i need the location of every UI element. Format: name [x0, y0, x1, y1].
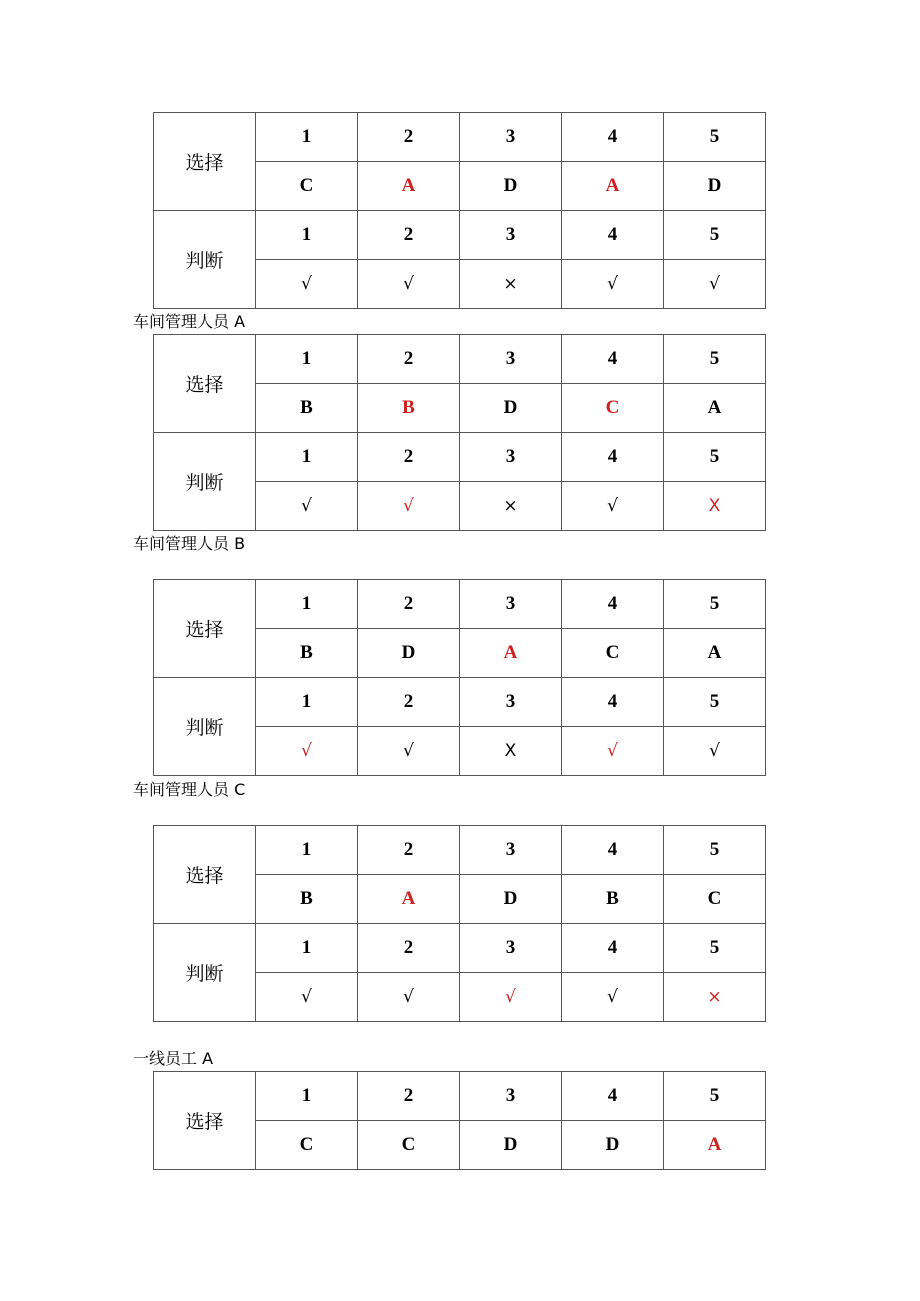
choice-question-number: 2 [358, 826, 460, 875]
judge-question-number: 3 [460, 433, 562, 482]
judge-question-number: 1 [256, 678, 358, 727]
judge-question-number: 5 [664, 433, 766, 482]
choice-answer-cell: D [358, 629, 460, 678]
judge-question-number: 3 [460, 211, 562, 260]
judge-question-number: 2 [358, 924, 460, 973]
judge-question-number: 3 [460, 678, 562, 727]
choice-question-number: 3 [460, 335, 562, 384]
choice-answer-cell: D [460, 1121, 562, 1170]
choice-question-number: 4 [562, 826, 664, 875]
judge-answer-cell: × [460, 482, 562, 531]
judge-number-row [154, 678, 766, 727]
judge-number-row [154, 433, 766, 482]
choice-question-number: 5 [664, 335, 766, 384]
judge-answer-cell: × [460, 260, 562, 309]
choice-answer-cell: B [256, 384, 358, 433]
choice-answer-cell: D [460, 875, 562, 924]
judge-question-number: 1 [256, 924, 358, 973]
judge-answer-cell: √ [358, 973, 460, 1022]
choice-question-number: 2 [358, 113, 460, 162]
judge-category-label: 判断 [154, 433, 256, 531]
choice-answer-cell: D [460, 162, 562, 211]
choice-question-number: 3 [460, 826, 562, 875]
judge-question-number: 5 [664, 211, 766, 260]
judge-question-number: 5 [664, 924, 766, 973]
choice-answer-cell: A [664, 629, 766, 678]
choice-question-number: 2 [358, 580, 460, 629]
choice-answer-cell: A [358, 162, 460, 211]
choice-answer-cell: A [664, 384, 766, 433]
choice-category-label: 选择 [154, 335, 256, 433]
judge-answer-cell: √ [460, 973, 562, 1022]
choice-question-number: 3 [460, 113, 562, 162]
choice-number-row [154, 335, 766, 384]
judge-question-number: 2 [358, 211, 460, 260]
choice-question-number: 4 [562, 113, 664, 162]
choice-answer-cell: B [358, 384, 460, 433]
choice-question-number: 1 [256, 1072, 358, 1121]
judge-number-row [154, 924, 766, 973]
choice-answer-cell: A [664, 1121, 766, 1170]
choice-category-label: 选择 [154, 113, 256, 211]
judge-question-number: 5 [664, 678, 766, 727]
judge-answer-cell: √ [256, 973, 358, 1022]
judge-answer-cell: X [460, 727, 562, 776]
judge-number-row [154, 211, 766, 260]
choice-question-number: 5 [664, 826, 766, 875]
judge-answer-cell: √ [562, 482, 664, 531]
answer-table [153, 112, 766, 309]
section-caption: 车间管理人员 C [133, 780, 246, 799]
choice-category-label: 选择 [154, 826, 256, 924]
choice-question-number: 1 [256, 826, 358, 875]
judge-answer-cell: × [664, 973, 766, 1022]
answer-table [153, 334, 766, 531]
judge-question-number: 2 [358, 433, 460, 482]
judge-answer-cell: √ [256, 260, 358, 309]
choice-category-label: 选择 [154, 580, 256, 678]
choice-question-number: 5 [664, 1072, 766, 1121]
judge-category-label: 判断 [154, 678, 256, 776]
judge-answer-cell: X [664, 482, 766, 531]
choice-question-number: 2 [358, 1072, 460, 1121]
choice-answer-cell: C [562, 629, 664, 678]
judge-answer-cell: √ [562, 727, 664, 776]
choice-answer-cell: A [460, 629, 562, 678]
section-caption: 一线员工 A [133, 1049, 214, 1068]
judge-question-number: 4 [562, 211, 664, 260]
judge-answer-cell: √ [358, 260, 460, 309]
judge-answer-cell: √ [358, 727, 460, 776]
judge-answer-cell: √ [256, 727, 358, 776]
choice-number-row [154, 826, 766, 875]
choice-answer-cell: B [256, 629, 358, 678]
judge-answer-cell: √ [562, 260, 664, 309]
judge-question-number: 3 [460, 924, 562, 973]
choice-answer-cell: D [460, 384, 562, 433]
choice-answer-cell: A [562, 162, 664, 211]
choice-answer-cell: C [664, 875, 766, 924]
choice-question-number: 5 [664, 113, 766, 162]
judge-question-number: 4 [562, 433, 664, 482]
judge-answer-cell: √ [562, 973, 664, 1022]
judge-question-number: 1 [256, 433, 358, 482]
choice-number-row [154, 113, 766, 162]
choice-category-label: 选择 [154, 1072, 256, 1170]
choice-question-number: 4 [562, 580, 664, 629]
choice-question-number: 1 [256, 580, 358, 629]
choice-number-row [154, 1072, 766, 1121]
choice-answer-cell: A [358, 875, 460, 924]
choice-question-number: 1 [256, 335, 358, 384]
judge-answer-cell: √ [358, 482, 460, 531]
judge-question-number: 4 [562, 924, 664, 973]
judge-category-label: 判断 [154, 211, 256, 309]
choice-answer-cell: C [256, 162, 358, 211]
choice-answer-cell: C [562, 384, 664, 433]
answer-table [153, 825, 766, 1022]
choice-answer-cell: D [562, 1121, 664, 1170]
judge-answer-cell: √ [664, 727, 766, 776]
judge-answer-cell: √ [256, 482, 358, 531]
choice-answer-cell: C [256, 1121, 358, 1170]
choice-answer-cell: C [358, 1121, 460, 1170]
choice-answer-cell: D [664, 162, 766, 211]
section-caption: 车间管理人员 B [133, 534, 246, 553]
judge-question-number: 1 [256, 211, 358, 260]
answer-table [153, 1071, 766, 1170]
answer-table [153, 579, 766, 776]
choice-number-row [154, 580, 766, 629]
judge-question-number: 2 [358, 678, 460, 727]
choice-question-number: 3 [460, 580, 562, 629]
choice-answer-cell: B [562, 875, 664, 924]
choice-question-number: 2 [358, 335, 460, 384]
choice-answer-cell: B [256, 875, 358, 924]
judge-category-label: 判断 [154, 924, 256, 1022]
choice-question-number: 4 [562, 1072, 664, 1121]
section-caption: 车间管理人员 A [133, 312, 246, 331]
choice-question-number: 1 [256, 113, 358, 162]
choice-question-number: 5 [664, 580, 766, 629]
choice-question-number: 4 [562, 335, 664, 384]
choice-question-number: 3 [460, 1072, 562, 1121]
judge-question-number: 4 [562, 678, 664, 727]
judge-answer-cell: √ [664, 260, 766, 309]
